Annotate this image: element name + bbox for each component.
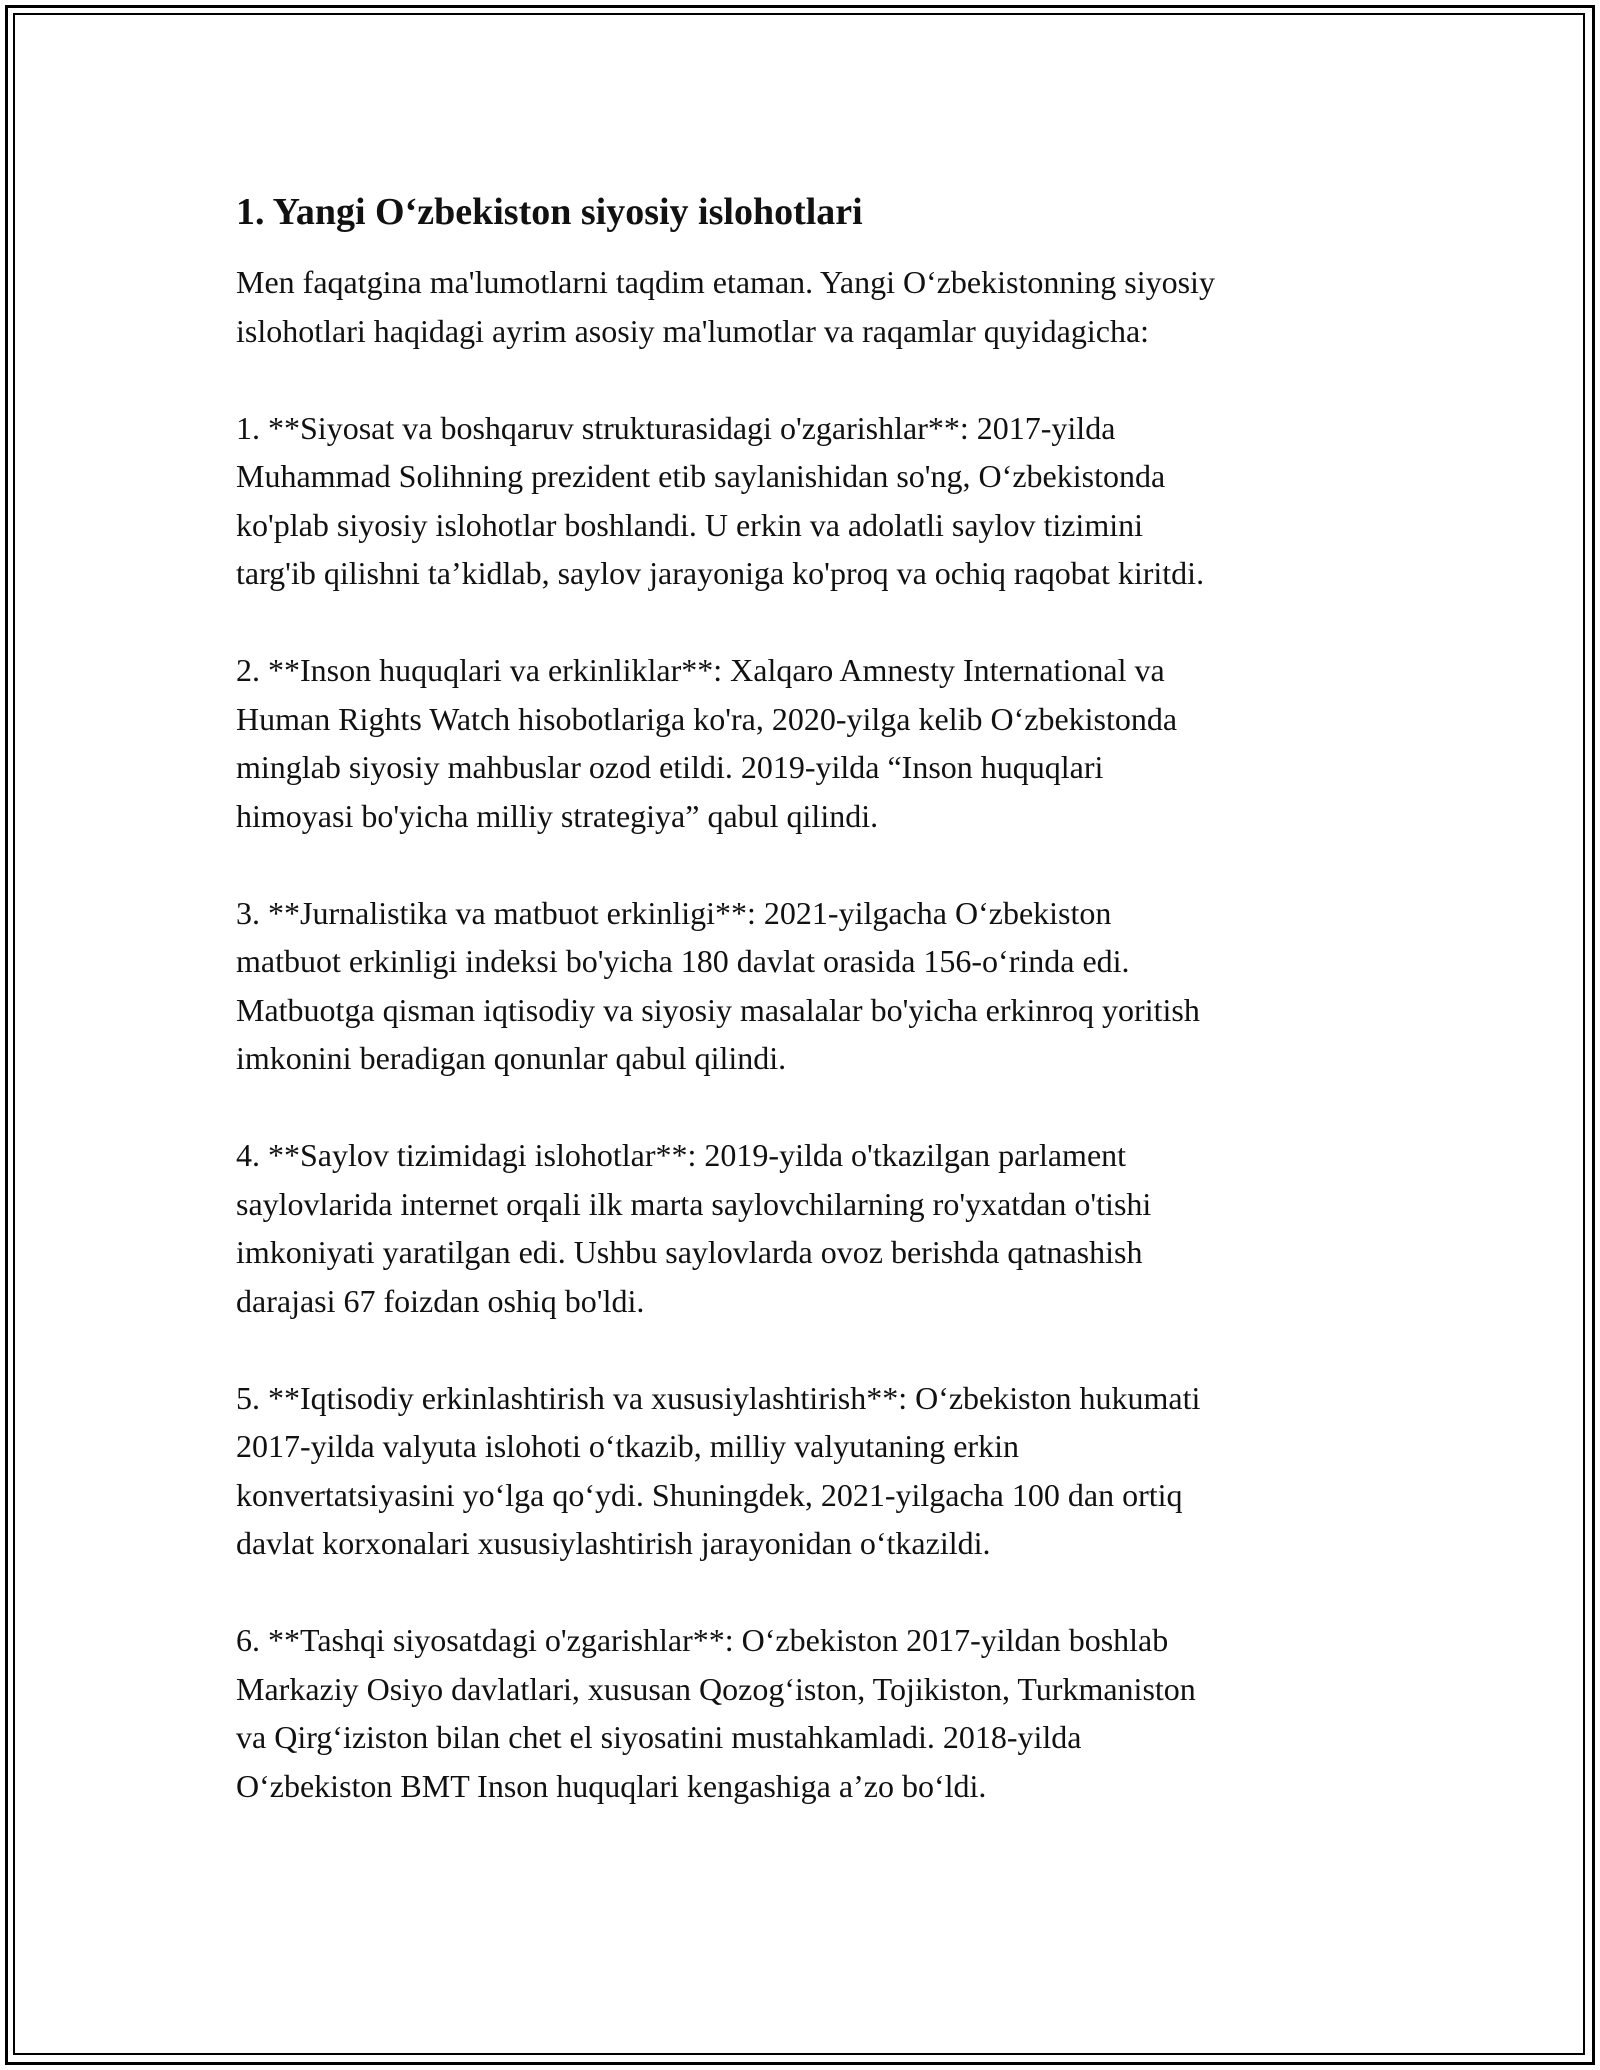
document-title: 1. Yangi O‘zbekiston siyosiy islohotlari (236, 191, 863, 233)
intro-paragraph: Men faqatgina ma'lumotlarni taqdim etaman. Yangi O‘zbekistonning siyosiy islohotlari haqidagi ayrim asosiy ma'lumotlar va raqamlar quyidagicha: (236, 264, 1215, 349)
document-body (236, 188, 1386, 1810)
paragraph-4: 4. **Saylov tizimidagi islohotlar**: 2019-yilda o'tkazilgan parlament saylovlarida internet orqali ilk marta saylovchilarning ro'yxatdan o'tishi imkoniyati yaratilgan edi. Ushbu saylovlarda ovoz berishda qatnashish darajasi 67 foizdan oshiq bo'ldi. (236, 1137, 1152, 1319)
paragraph-3: 3. **Jurnalistika va matbuot erkinligi**: 2021-yilgacha O‘zbekiston matbuot erkinligi indeksi bo'yicha 180 davlat orasida 156-o‘rinda edi. Matbuotga qisman iqtisodiy va siyosiy masalalar bo'yicha erkinroq yoritish imkonini beradigan qonunlar qabul qilindi. (236, 894, 1200, 1076)
paragraph-5: 5. **Iqtisodiy erkinlashtirish va xususiylashtirish**: O‘zbekiston hukumati 2017-yilda valyuta islohoti o‘tkazib, milliy valyutaning erkin konvertatsiyasini yo‘lga qo‘ydi. Shuningdek, 2021-yilgacha 100 dan ortiq davlat korxonalari xususiylashtirish jarayonidan o‘tkazildi. (236, 1379, 1201, 1561)
paragraph-2: 2. **Inson huquqlari va erkinliklar**: Xalqaro Amnesty International va Human Rights Watch hisobotlariga ko'ra, 2020-yilga kelib O‘zbekistonda minglab siyosiy mahbuslar ozod etildi. 2019-yilda “Inson huquqlari himoyasi bo'yicha milliy strategiya” qabul qilindi. (236, 652, 1178, 834)
paragraph-1: 1. **Siyosat va boshqaruv strukturasidagi o'zgarishlar**: 2017-yilda Muhammad Solihning prezident etib saylanishidan so'ng, O‘zbekistonda ko'plab siyosiy islohotlar boshlandi. U erkin va adolatli saylov tizimini targ'ib qilishni ta’kidlab, saylov jarayoniga ko'proq va ochiq raqobat kiritdi. (236, 409, 1205, 591)
paragraph-6: 6. **Tashqi siyosatdagi o'zgarishlar**: O‘zbekiston 2017-yildan boshlab Markaziy Osiyo davlatlari, xususan Qozog‘iston, Tojikiston, Turkmaniston va Qirg‘iziston bilan chet el siyosatini mustahkamladi. 2018-yilda O‘zbekiston BMT Inson huquqlari kengashiga a’zo bo‘ldi. (236, 1622, 1196, 1804)
